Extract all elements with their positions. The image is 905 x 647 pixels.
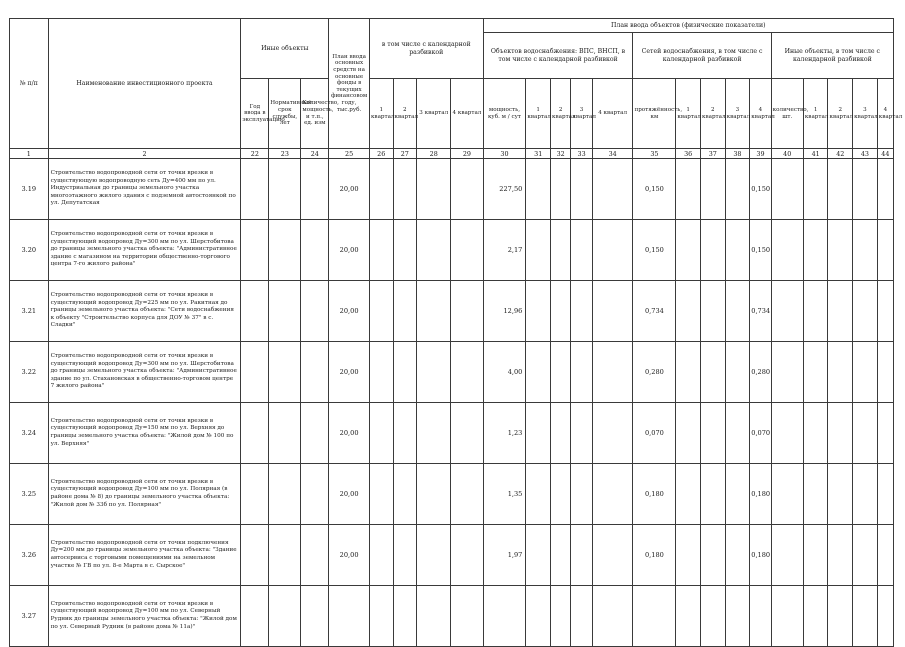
table-cell [700, 464, 725, 525]
table-cell [393, 464, 417, 525]
table-cell [269, 525, 301, 586]
table-cell [853, 342, 878, 403]
plan-value: 20,00 [329, 403, 370, 464]
table-cell [241, 586, 269, 647]
table-cell [803, 159, 828, 220]
table-cell [877, 220, 893, 281]
table-cell [393, 403, 417, 464]
table-cell [571, 586, 592, 647]
capacity-value [483, 586, 526, 647]
header-net-q4: 4 квартал [750, 79, 771, 149]
project-name: Строительство водопроводной сети от точки врезки в существующую водопроводную сеть Ду=400 мм по ул. Индустриальная до границы земельного участка многоэтажного жилого здания с подземной автостоянкой по ул. Депутатская [48, 159, 241, 220]
plan-value: 20,00 [329, 159, 370, 220]
header-water-q2: 2 квартал [551, 79, 571, 149]
table-cell [393, 342, 417, 403]
table-cell [417, 525, 451, 586]
table-cell [592, 525, 633, 586]
table-cell [700, 586, 725, 647]
column-number: 27 [393, 149, 417, 159]
length-q4-value: 0,150 [750, 159, 771, 220]
table-cell [369, 403, 393, 464]
table-cell [269, 342, 301, 403]
row-number: 3.25 [10, 464, 49, 525]
table-cell [571, 403, 592, 464]
column-number: 44 [877, 149, 893, 159]
table-cell [725, 464, 750, 525]
table-cell [369, 342, 393, 403]
table-cell [301, 342, 329, 403]
table-cell [551, 159, 571, 220]
project-name: Строительство водопроводной сети от точки врезки в существующий водопровод Ду=150 мм по ул. Верхняя до границы земельного участка объекта: "Жилой дом № 100 по ул. Верхняя" [48, 403, 241, 464]
table-cell [526, 281, 551, 342]
capacity-value: 1,97 [483, 525, 526, 586]
table-row [10, 220, 894, 281]
header-incl-calendar: в том числе с календарной разбивкой [369, 19, 483, 79]
table-cell [417, 586, 451, 647]
header-oth-q3: 3 квартал [853, 79, 878, 149]
length-q4-value: 0,180 [750, 464, 771, 525]
table-cell [551, 281, 571, 342]
header-water-q3: 3 квартал [571, 79, 592, 149]
table-cell [301, 586, 329, 647]
plan-value: 20,00 [329, 281, 370, 342]
table-cell [828, 403, 853, 464]
table-cell [526, 159, 551, 220]
row-number: 3.24 [10, 403, 49, 464]
table-cell [301, 464, 329, 525]
header-other-objects: Иные объекты [241, 19, 329, 79]
length-q4-value: 0,280 [750, 342, 771, 403]
column-number: 31 [526, 149, 551, 159]
table-row [10, 525, 894, 586]
table-cell [369, 281, 393, 342]
table-cell [301, 220, 329, 281]
length-value: 0,180 [633, 525, 676, 586]
table-cell [571, 525, 592, 586]
row-number: 3.26 [10, 525, 49, 586]
header-q4: 4 квартал [451, 79, 483, 149]
table-cell [526, 586, 551, 647]
header-networks: Сетей водоснабжения, в том числе с календарной разбивкой [633, 33, 771, 79]
header-water-q1: 1 квартал [526, 79, 551, 149]
table-cell [592, 159, 633, 220]
table-cell [853, 281, 878, 342]
header-plan-input: План ввода основных средств на основные фонды в текущих финансовом году, тыс.руб. [329, 19, 370, 149]
column-number: 35 [633, 149, 676, 159]
header-year: Год ввода в эксплуатацию [241, 79, 269, 149]
table-cell [877, 586, 893, 647]
table-cell [853, 464, 878, 525]
table-cell [853, 586, 878, 647]
table-cell [369, 220, 393, 281]
table-cell [676, 342, 701, 403]
project-name: Строительство водопроводной сети от точки врезки в существующий водопровод Ду=300 мм по ул. Шерстобитова до границы земельного участка объекта: "Административное здание с магазином на территории общественно-торгового центра 7-го жилого района" [48, 220, 241, 281]
length-q4-value: 0,180 [750, 525, 771, 586]
column-number: 38 [725, 149, 750, 159]
table-cell [551, 403, 571, 464]
row-number: 3.27 [10, 586, 49, 647]
table-cell [592, 403, 633, 464]
capacity-value: 1,35 [483, 464, 526, 525]
table-cell [828, 464, 853, 525]
column-number: 2 [48, 149, 241, 159]
table-cell [417, 159, 451, 220]
header-net-q3: 3 квартал [725, 79, 750, 149]
table-cell [393, 220, 417, 281]
table-cell [771, 525, 803, 586]
investment-program-table [9, 18, 903, 647]
length-value: 0,734 [633, 281, 676, 342]
project-name: Строительство водопроводной сети от точки врезки в существующий водопровод Ду=100 мм по ул. Северный Рудник до границы земельного участка объекта: "Жилой дом по ул. Северный Рудник (в районе дома № 11а)" [48, 586, 241, 647]
length-value: 0,150 [633, 220, 676, 281]
table-cell [771, 220, 803, 281]
table-cell [241, 342, 269, 403]
table-cell [369, 525, 393, 586]
table-cell [828, 342, 853, 403]
table-cell [828, 525, 853, 586]
table-cell [877, 281, 893, 342]
table-cell [771, 586, 803, 647]
table-cell [853, 525, 878, 586]
project-name: Строительство водопроводной сети от точки врезки в существующий водопровод Ду=100 мм по ул. Полярная (в районе дома № 8) до границы земельного участка объекта: "Жилой дом № 33б по ул. Полярная" [48, 464, 241, 525]
header-plan-physical: План ввода объектов (физические показатели) [483, 19, 893, 33]
table-cell [551, 525, 571, 586]
length-q4-value: 0,734 [750, 281, 771, 342]
table-cell [393, 281, 417, 342]
header-capacity: мощность, куб. м / сут [483, 79, 526, 149]
table-body [10, 159, 894, 647]
row-number: 3.19 [10, 159, 49, 220]
table-cell [417, 281, 451, 342]
table-cell [269, 586, 301, 647]
table-cell [803, 220, 828, 281]
table-cell [700, 220, 725, 281]
column-number: 30 [483, 149, 526, 159]
table-cell [526, 464, 551, 525]
table-cell [676, 403, 701, 464]
length-value: 0,280 [633, 342, 676, 403]
table-cell [393, 525, 417, 586]
column-number: 24 [301, 149, 329, 159]
header-oth-q2: 2 квартал [828, 79, 853, 149]
table-cell [853, 159, 878, 220]
table-row [10, 464, 894, 525]
table-cell [301, 281, 329, 342]
table-cell [877, 342, 893, 403]
length-value [633, 586, 676, 647]
header-quantity: Количество, мощность, и т.п., ед. изм [301, 79, 329, 149]
table-cell [828, 586, 853, 647]
capacity-value: 4,00 [483, 342, 526, 403]
header-q1: 1 квартал [369, 79, 393, 149]
table-cell [241, 464, 269, 525]
table-cell [571, 342, 592, 403]
table-cell [725, 403, 750, 464]
table-cell [301, 403, 329, 464]
table-cell [803, 525, 828, 586]
column-number: 42 [828, 149, 853, 159]
header-q2: 2 квартал [393, 79, 417, 149]
table-cell [877, 159, 893, 220]
column-number: 32 [551, 149, 571, 159]
table-cell [451, 403, 483, 464]
header-net-q1: 1 квартал [676, 79, 701, 149]
table-cell [551, 586, 571, 647]
table-cell [771, 464, 803, 525]
capacity-value: 227,50 [483, 159, 526, 220]
table-cell [526, 525, 551, 586]
column-number: 25 [329, 149, 370, 159]
column-number: 40 [771, 149, 803, 159]
table-cell [592, 586, 633, 647]
table-cell [417, 403, 451, 464]
header-net-q2: 2 квартал [700, 79, 725, 149]
column-number: 33 [571, 149, 592, 159]
length-value: 0,070 [633, 403, 676, 464]
table-cell [771, 403, 803, 464]
table-cell [700, 281, 725, 342]
table-cell [853, 403, 878, 464]
table-cell [551, 464, 571, 525]
project-name: Строительство водопроводной сети от точки врезки в существующий водопровод Ду=300 мм по ул. Шерстобитова до границы земельного участка объекта: "Административное здание по ул. Стахановская в общественно-торговом центре 7 жилого района" [48, 342, 241, 403]
plan-value: 20,00 [329, 220, 370, 281]
column-number: 36 [676, 149, 701, 159]
table-cell [241, 403, 269, 464]
table-cell [571, 220, 592, 281]
table-cell [241, 525, 269, 586]
header-oth-q1: 1 квартал [803, 79, 828, 149]
header-normative-life: Нормативный срок службы, лет [269, 79, 301, 149]
table-cell [725, 525, 750, 586]
table-cell [725, 586, 750, 647]
table-cell [700, 159, 725, 220]
table-cell [451, 464, 483, 525]
table-cell [241, 281, 269, 342]
table-cell [301, 525, 329, 586]
column-number: 43 [853, 149, 878, 159]
table-cell [269, 403, 301, 464]
table-cell [417, 464, 451, 525]
plan-value: 20,00 [329, 342, 370, 403]
table-cell [241, 220, 269, 281]
investment-table-page [9, 18, 903, 630]
length-value: 0,150 [633, 159, 676, 220]
table-cell [828, 220, 853, 281]
project-name: Строительство водопроводной сети от точки подключения Ду=200 мм до границы земельного участка объекта: "Здание автосервиса с торговыми помещениями на земельном участке № ГВ по ул. 8-е Марта в с. Сырское" [48, 525, 241, 586]
table-cell [828, 281, 853, 342]
table-cell [417, 342, 451, 403]
table-cell [571, 464, 592, 525]
column-number: 22 [241, 149, 269, 159]
table-cell [803, 586, 828, 647]
table-cell [725, 159, 750, 220]
column-number: 39 [750, 149, 771, 159]
table-cell [700, 342, 725, 403]
table-cell [877, 525, 893, 586]
table-cell [725, 281, 750, 342]
header-other-objects-calendar: Иные объекты, в том числе с календарной разбивкой [771, 33, 893, 79]
column-numbers [10, 149, 894, 159]
table-row [10, 281, 894, 342]
header-length: протяжённость, км [633, 79, 676, 149]
table-cell [592, 464, 633, 525]
column-number-row [10, 149, 894, 159]
row-number: 3.20 [10, 220, 49, 281]
table-cell [369, 586, 393, 647]
table-cell [803, 281, 828, 342]
column-number: 34 [592, 149, 633, 159]
table-cell [451, 586, 483, 647]
table-cell [676, 586, 701, 647]
table-cell [393, 159, 417, 220]
plan-value: 20,00 [329, 464, 370, 525]
table-cell [877, 464, 893, 525]
table-cell [451, 525, 483, 586]
row-number: 3.22 [10, 342, 49, 403]
table-cell [676, 220, 701, 281]
table-cell [725, 342, 750, 403]
table-cell [700, 403, 725, 464]
table-cell [269, 220, 301, 281]
table-cell [526, 220, 551, 281]
table-cell [700, 525, 725, 586]
column-number: 1 [10, 149, 49, 159]
length-q4-value: 0,070 [750, 403, 771, 464]
table-row [10, 403, 894, 464]
table-row [10, 586, 894, 647]
header-water-objects: Объектов водоснабжения: ВПС, ВНСП, в том числе с календарной разбивкой [483, 33, 633, 79]
header-project-name: Наименование инвестиционного проекта [48, 19, 241, 149]
length-value: 0,180 [633, 464, 676, 525]
table-cell [551, 220, 571, 281]
table-cell [877, 403, 893, 464]
length-q4-value: 0,150 [750, 220, 771, 281]
table-cell [771, 159, 803, 220]
table-cell [417, 220, 451, 281]
table-cell [269, 281, 301, 342]
column-number: 29 [451, 149, 483, 159]
table-cell [571, 281, 592, 342]
plan-value [329, 586, 370, 647]
column-number: 28 [417, 149, 451, 159]
table-cell [592, 342, 633, 403]
table-row [10, 159, 894, 220]
capacity-value: 2,17 [483, 220, 526, 281]
table-cell [451, 220, 483, 281]
table-cell [771, 342, 803, 403]
column-number: 23 [269, 149, 301, 159]
table-cell [676, 525, 701, 586]
table-row [10, 342, 894, 403]
table-cell [592, 281, 633, 342]
table-cell [526, 403, 551, 464]
table-cell [301, 159, 329, 220]
capacity-value: 12,96 [483, 281, 526, 342]
plan-value: 20,00 [329, 525, 370, 586]
table-cell [269, 159, 301, 220]
table-cell [451, 281, 483, 342]
table-cell [676, 159, 701, 220]
table-cell [803, 403, 828, 464]
column-number: 41 [803, 149, 828, 159]
column-number: 26 [369, 149, 393, 159]
table-cell [853, 220, 878, 281]
length-q4-value [750, 586, 771, 647]
column-number: 37 [700, 149, 725, 159]
table-cell [592, 220, 633, 281]
header-no: № п/п [10, 19, 49, 149]
row-number: 3.21 [10, 281, 49, 342]
header-count: количество, шт. [771, 79, 803, 149]
table-cell [369, 159, 393, 220]
table-cell [241, 159, 269, 220]
table-cell [451, 342, 483, 403]
table-cell [551, 342, 571, 403]
table-cell [676, 464, 701, 525]
table-cell [269, 464, 301, 525]
capacity-value: 1,23 [483, 403, 526, 464]
header-water-q4: 4 квартал [592, 79, 633, 149]
table-cell [725, 220, 750, 281]
table-cell [828, 159, 853, 220]
table-cell [676, 281, 701, 342]
table-cell [771, 281, 803, 342]
header-q3: 3 квартал [417, 79, 451, 149]
table-cell [803, 342, 828, 403]
table-cell [803, 464, 828, 525]
table-cell [526, 342, 551, 403]
header-oth-q4: 4 квартал [877, 79, 893, 149]
table-cell [571, 159, 592, 220]
table-cell [369, 464, 393, 525]
table-cell [393, 586, 417, 647]
table-cell [451, 159, 483, 220]
project-name: Строительство водопроводной сети от точки врезки в существующий водопровод Ду=225 мм по ул. Ракитная до границы земельного участка объекта: "Сети водоснабжения к объекту "Строительство корпуса для ДОУ № 37" в с. Сладки" [48, 281, 241, 342]
